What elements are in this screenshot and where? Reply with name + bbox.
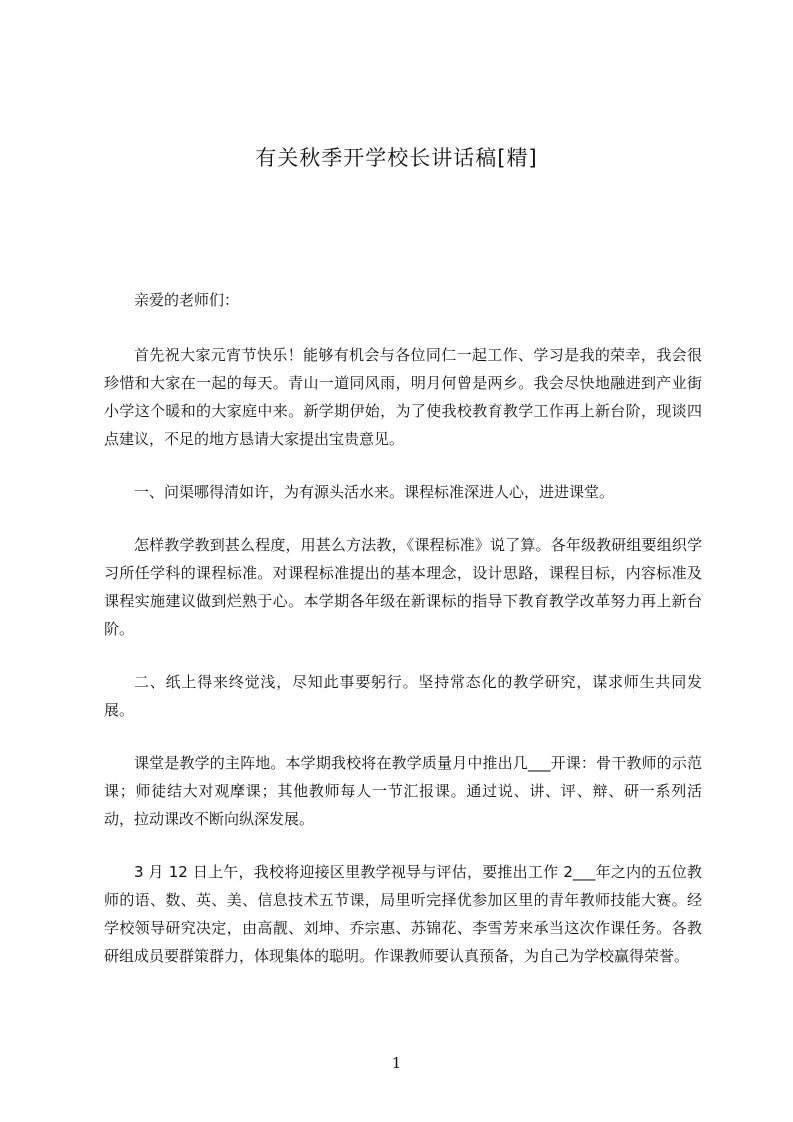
document-title: 有关秋季开学校长讲话稿[精] [255,146,538,170]
paragraph-section-two-heading: 二、纸上得来终觉浅，尽知此事要躬行。坚持常态化的教学研究，谋求师生共同发展。 [104,673,702,719]
paragraph-classroom: 课堂是教学的主阵地。本学期我校将在教学质量月中推出几___开课：骨干教师的示范课；师徒结大对观摩课；其他教师每人一节汇报课。通过说、讲、评、辩、研一系列活动，拉动课改不断向纵深发展。 [104,754,702,828]
page-number: 1 [391,1054,402,1072]
document-body [104,286,702,995]
greeting: 亲爱的老师们： [134,291,240,309]
paragraph-curriculum-standards: 怎样教学教到甚么程度，用甚么方法教，《课程标准》说了算。各年级教研组要组织学习所任学科的课程标准。对课程标准提出的基本理念，设计思路，课程目标，内容标准及课程实施建议做到烂熟于心。本学期各年级在新课标的指导下教育教学改革努力再上新台阶。 [104,536,702,638]
paragraph-evaluation: 3 月 12 日上午，我校将迎接区里教学视导与评估，要推出工作 2___年之内的五位教师的语、数、英、美、信息技术五节课，局里听完择优参加区里的青年教师技能大赛。经学校领导研究决定，由高靓、刘坤、乔宗惠、苏锦花、李雪芳来承当这次作课任务。各教研组成员要群策群力，体现集体的聪明。作课教师要认真预备，为自己为学校赢得荣誉。 [104,863,702,965]
paragraph-section-one-heading: 一、问渠哪得清如许，为有源头活水来。课程标准深进人心，进进课堂。 [134,483,615,501]
paragraph-opening: 首先祝大家元宵节快乐！能够有机会与各位同仁一起工作、学习是我的荣幸，我会很珍惜和大家在一起的每天。青山一道同风雨，明月何曾是两乡。我会尽快地融进到产业街小学这个暖和的大家庭中来。新学期伊始，为了使我校教育教学工作再上新台阶，现谈四点建议，不足的地方恳请大家提出宝贵意见。 [104,346,702,448]
